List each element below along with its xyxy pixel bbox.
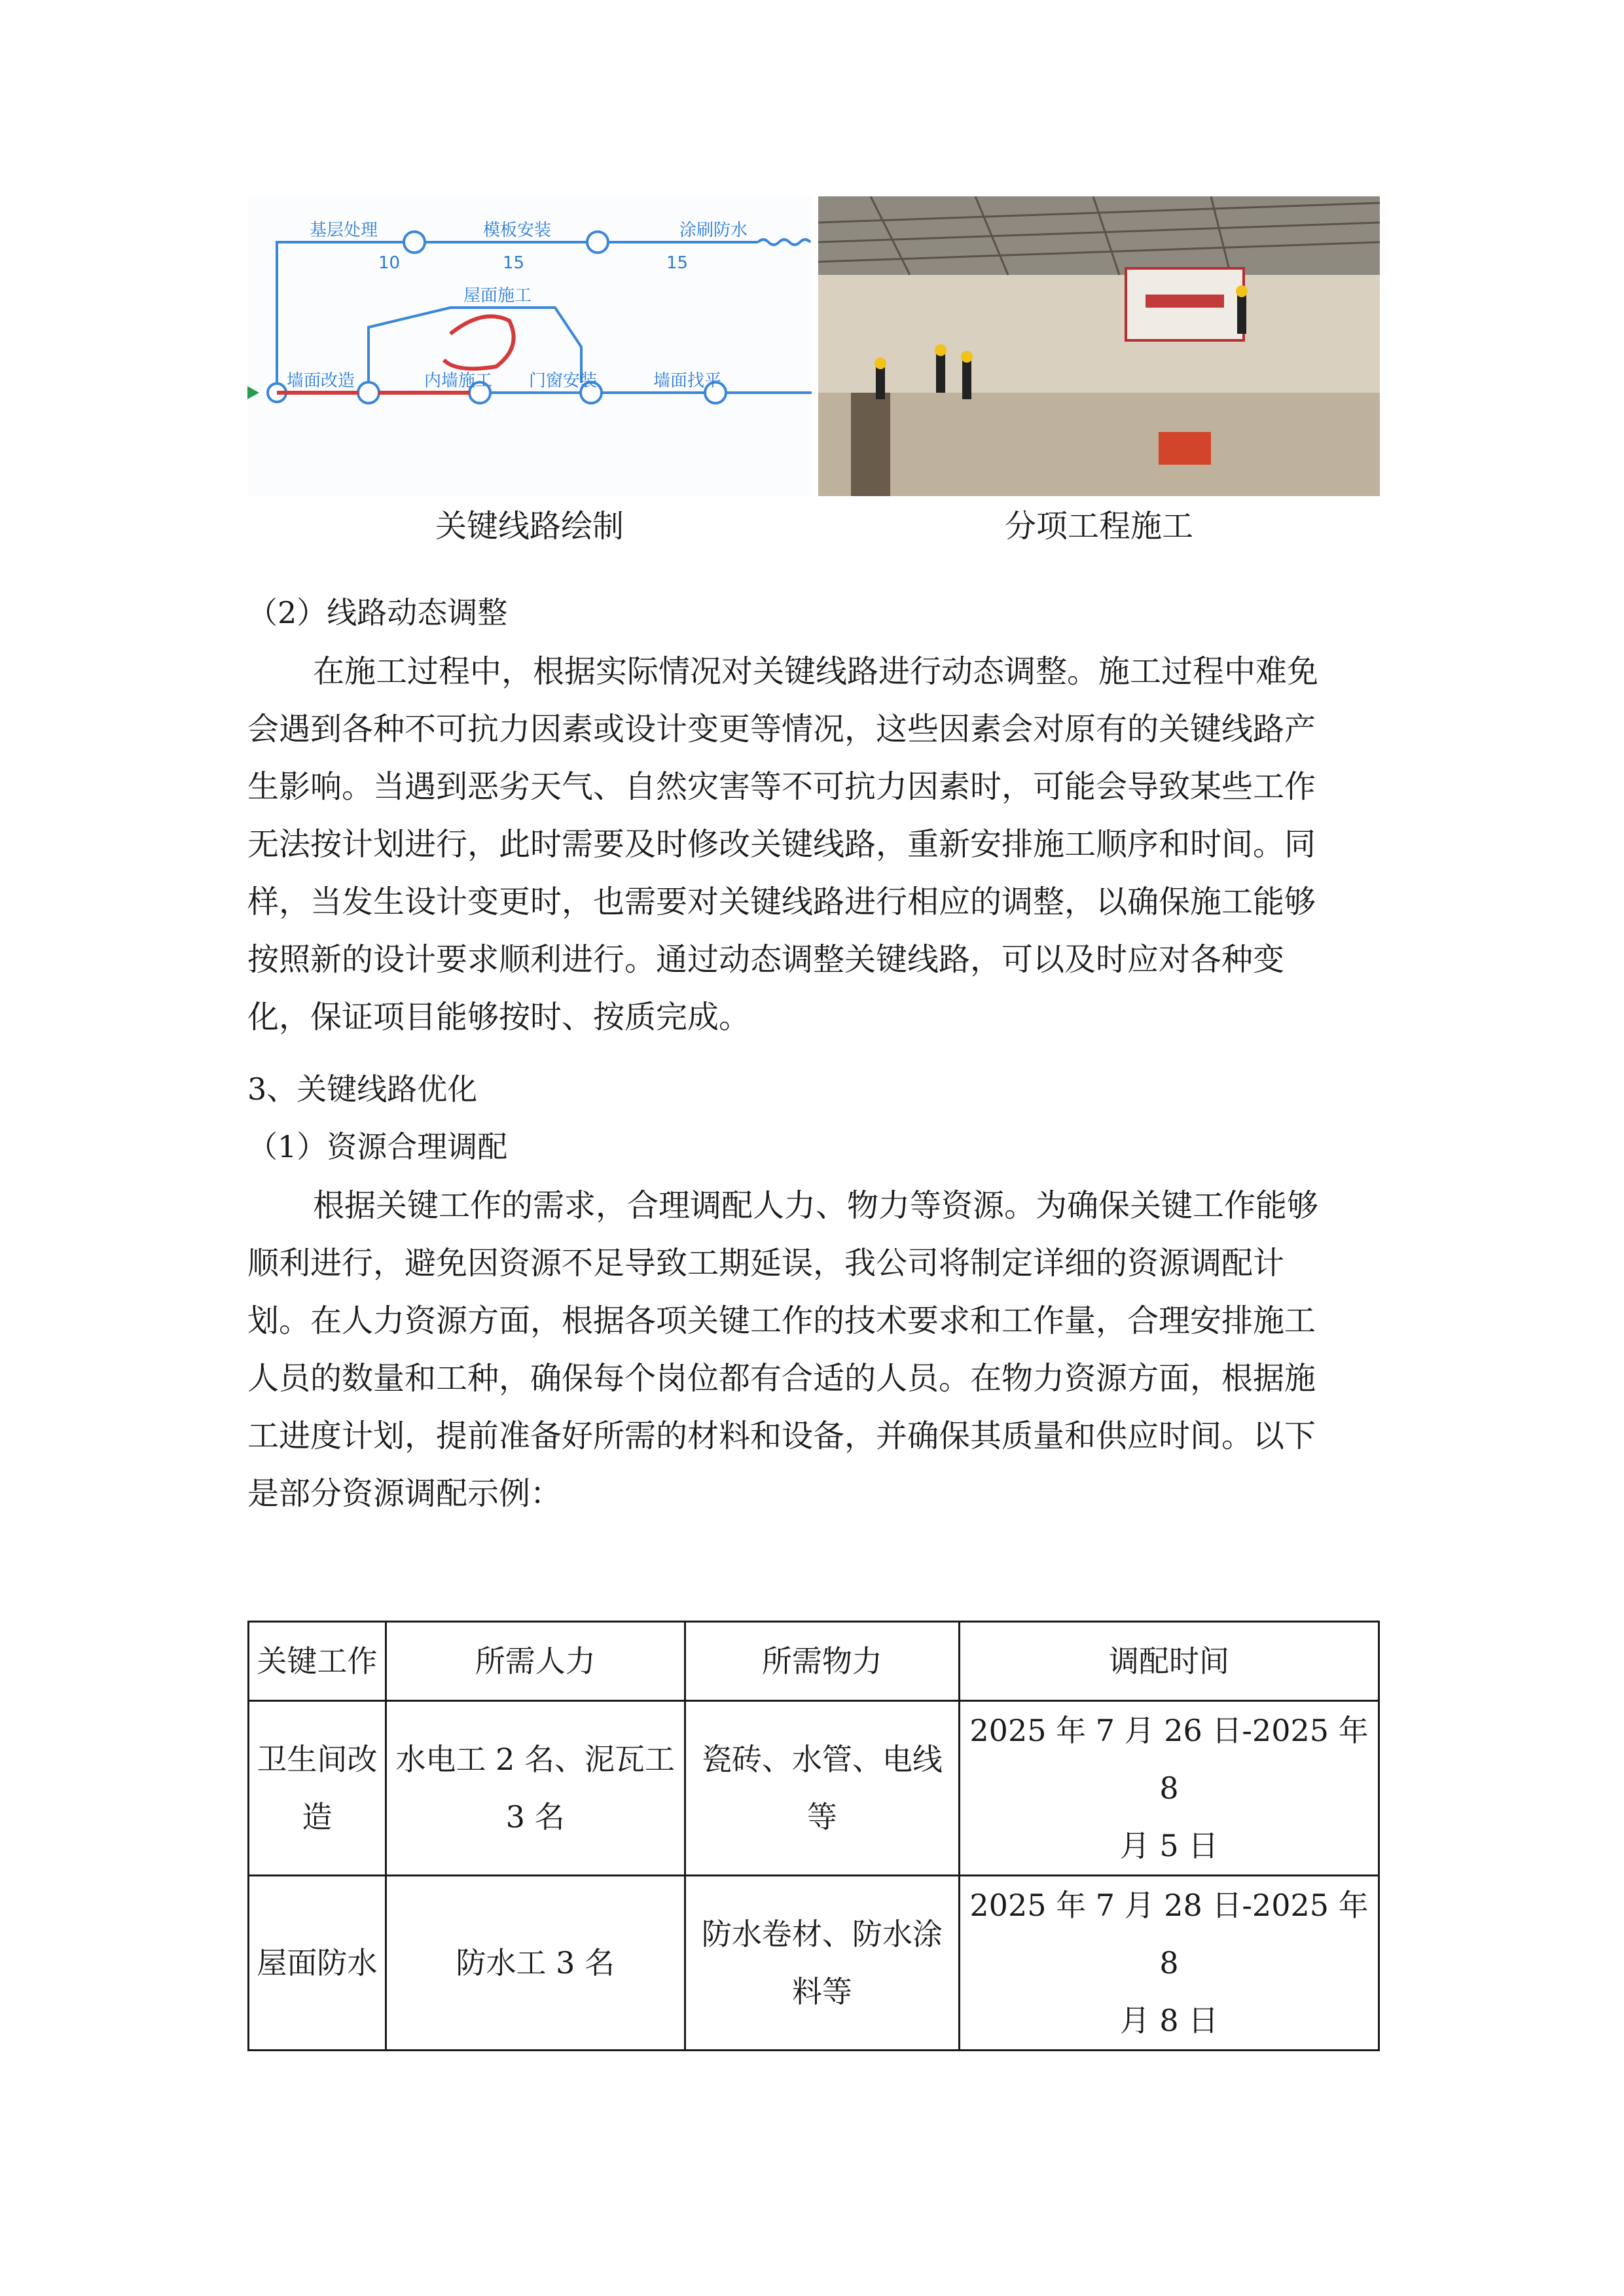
svg-text:10: 10 — [378, 253, 401, 273]
paragraph-line: 工进度计划，提前准备好所需的材料和设备，并确保其质量和供应时间。以下 — [247, 1418, 1316, 1454]
resource-allocation-table — [247, 1621, 1380, 2051]
svg-text:15: 15 — [503, 253, 525, 273]
header-material: 所需物力 — [685, 1622, 959, 1701]
network-diagram-figure — [247, 196, 812, 496]
svg-text:基层处理: 基层处理 — [310, 221, 378, 240]
paragraph-line: 是部分资源调配示例： — [247, 1475, 562, 1512]
paragraph-line: 样，当发生设计变更时，也需要对关键线路进行相应的调整，以确保施工能够 — [247, 884, 1316, 920]
right-figure-caption: 分项工程施工 — [1004, 508, 1193, 545]
paragraph-line: 划。在人力资源方面，根据各项关键工作的技术要求和工作量，合理安排施工 — [247, 1302, 1316, 1339]
paragraph-line: 按照新的设计要求顺利进行。通过动态调整关键线路，可以及时应对各种变 — [247, 941, 1285, 978]
table-row — [249, 1876, 1379, 2051]
header-labor: 所需人力 — [386, 1622, 685, 1701]
svg-text:墙面找平: 墙面找平 — [653, 371, 722, 391]
svg-text:模板安装: 模板安装 — [483, 221, 552, 240]
header-key-work: 关键工作 — [249, 1622, 386, 1701]
svg-text:屋面施工: 屋面施工 — [463, 286, 532, 306]
paragraph-line: 顺利进行，避免因资源不足导致工期延误，我公司将制定详细的资源调配计 — [247, 1245, 1285, 1282]
paragraph-line: 人员的数量和工种，确保每个岗位都有合适的人员。在物力资源方面，根据施 — [247, 1360, 1316, 1397]
table-header-row — [249, 1622, 1379, 1701]
paragraph-line: 生影响。当遇到恶劣天气、自然灾害等不可抗力因素时，可能会导致某些工作 — [247, 768, 1316, 805]
svg-text:墙面改造: 墙面改造 — [287, 371, 355, 391]
paragraph-line: 根据关键工作的需求，合理调配人力、物力等资源。为确保关键工作能够 — [313, 1187, 1319, 1224]
header-time: 调配时间 — [960, 1622, 1379, 1701]
paragraph-line: 会遇到各种不可抗力因素或设计变更等情况，这些因素会对原有的关键线路产 — [247, 711, 1316, 747]
cell-material: 防水卷材、防水涂 料等 — [685, 1876, 959, 2051]
left-figure-caption: 关键线路绘制 — [435, 508, 624, 545]
table-row — [249, 1701, 1379, 1876]
cell-labor: 防水工 3 名 — [386, 1876, 685, 2051]
section-heading-optimization: 3、关键线路优化 — [247, 1071, 478, 1107]
paragraph-line: 化，保证项目能够按时、按质完成。 — [247, 999, 751, 1035]
construction-site-photo — [818, 196, 1380, 496]
cell-material: 瓷砖、水管、电线 等 — [685, 1701, 959, 1876]
network-diagram-graphic — [247, 196, 812, 496]
svg-text:门窗安装: 门窗安装 — [529, 371, 598, 391]
cell-time: 2025 年 7 月 28 日-2025 年 8 月 8 日 — [960, 1876, 1379, 2051]
cell-time: 2025 年 7 月 26 日-2025 年 8 月 5 日 — [960, 1701, 1379, 1876]
cell-key-work: 卫生间改 造 — [249, 1701, 386, 1876]
paragraph-line: 无法按计划进行，此时需要及时修改关键线路，重新安排施工顺序和时间。同 — [247, 826, 1316, 863]
cell-labor: 水电工 2 名、泥瓦工 3 名 — [386, 1701, 685, 1876]
sub-heading-resource-allocation: （1）资源合理调配 — [247, 1129, 508, 1164]
svg-text:15: 15 — [666, 253, 689, 273]
paragraph-line: 在施工过程中，根据实际情况对关键线路进行动态调整。施工过程中难免 — [313, 653, 1319, 690]
svg-text:内墙施工: 内墙施工 — [424, 371, 493, 391]
cell-key-work: 屋面防水 — [249, 1876, 386, 2051]
construction-site-graphic — [818, 196, 1380, 496]
section-heading-dynamic-adjustment: （2）线路动态调整 — [247, 595, 508, 630]
svg-text:涂刷防水: 涂刷防水 — [679, 221, 748, 240]
